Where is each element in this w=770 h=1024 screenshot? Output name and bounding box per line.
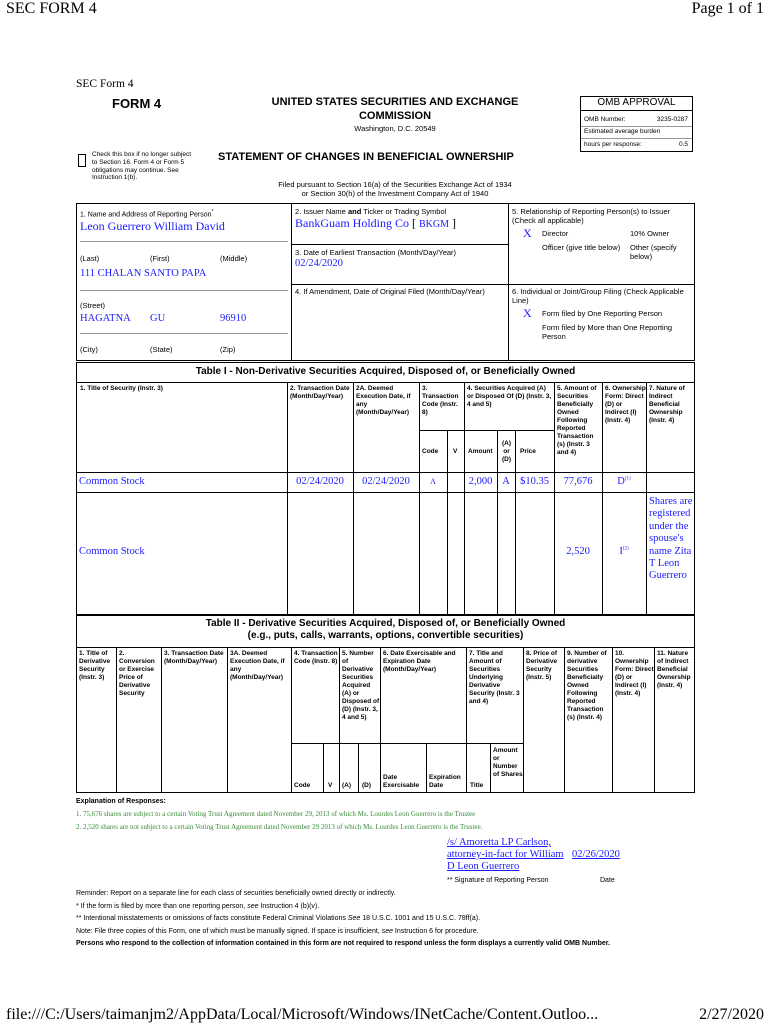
t2-col11-header: 11. Nature of Indirect Beneficial Ownership (Instr. 4): [657, 650, 691, 689]
t2-a-header: (A): [342, 782, 352, 789]
t1-row1-aord: A: [502, 476, 510, 487]
first-label: (First): [150, 254, 170, 263]
t1-row1-date: 02/24/2020: [296, 476, 344, 487]
t1-col4-header: 4. Securities Acquired (A) or Disposed Of (D) (Instr. 3, 4 and 5): [467, 385, 552, 408]
note-omb-warning: Persons who respond to the collection of information contained in this form are not required to respond unless the form displays a currently valid OMB Number.: [76, 940, 611, 947]
t1-col6-header: 6. Ownership Form: Direct (D) or Indirect (I) (Instr. 4): [605, 385, 646, 424]
statement-title: STATEMENT OF CHANGES IN BENEFICIAL OWNERSHIP: [218, 151, 514, 163]
one-person-mark[interactable]: X: [523, 306, 532, 320]
omb-burden-label: Estimated average burden: [584, 128, 661, 135]
agency-line1: UNITED STATES SECURITIES AND EXCHANGE: [271, 96, 519, 108]
t1-col2-header: 2. Transaction Date (Month/Day/Year): [290, 385, 350, 400]
signature-date: 02/26/2020: [572, 849, 620, 860]
footnote-2: 2. 2,520 shares are not subject to a certain Voting Trust Agreement dated November 29 2013 of which Ms. Lourdes Leon Guerrero is the Trustee.: [76, 823, 483, 831]
t1-v-header: V: [453, 448, 458, 455]
note-copies: Note: File three copies of this Form, one of which must be manually signed. If space is insufficient, see Instruction 6 for procedure.: [76, 928, 479, 935]
print-footer-date: 2/27/2020: [699, 1006, 764, 1023]
earliest-transaction-date: 02/24/2020: [295, 258, 343, 269]
signature-link[interactable]: /s/ Amoretta LP Carlson, attorney-in-fact for William D Leon Guerrero: [447, 837, 564, 872]
box2-label: 2. Issuer Name and Ticker or Trading Symbol: [295, 207, 447, 216]
date-label: Date: [600, 877, 615, 884]
issuer-name-ticker: BankGuam Holding Co [ BKGM ]: [295, 216, 457, 230]
box3-label: 3. Date of Earliest Transaction (Month/Day/Year): [295, 248, 457, 257]
print-footer-path: file:///C:/Users/taimanjm2/AppData/Local/Microsoft/Windows/INetCache/Content.Outloo...: [6, 1006, 599, 1023]
director-mark[interactable]: X: [523, 226, 532, 240]
table2-title2: (e.g., puts, calls, warrants, options, convertible securities): [247, 630, 524, 641]
t1-col7-header: 7. Nature of Indirect Beneficial Ownership (Instr. 4): [649, 385, 685, 424]
box1-label: 1. Name and Address of Reporting Person*: [80, 209, 214, 219]
table1-title: Table I - Non-Derivative Securities Acquired, Disposed of, or Beneficially Owned: [195, 366, 576, 377]
t1-row1-form: $D^{(1)}$: [617, 476, 631, 487]
signature-label: ** Signature of Reporting Person: [447, 877, 549, 884]
t1-amount-header: Amount: [468, 448, 493, 455]
one-person-label: Form filed by One Reporting Person: [542, 309, 663, 318]
more-person-label: Form filed by More than One Reporting Person: [542, 323, 673, 341]
footnote-1: 1. 75,676 shares are subject to a certain Voting Trust Agreement dated November 29, 2013 of which Ms. Lourdes Leon Guerrero is the Trustee: [76, 810, 476, 818]
t1-row1-code: A: [430, 477, 436, 486]
filed-line1: Filed pursuant to Section 16(a) of the Securities Exchange Act of 1934: [278, 180, 512, 189]
t1-aord-header: (A) or (D): [501, 440, 512, 463]
t1-col5-header: 5. Amount of Securities Beneficially Owned Following Reported Transaction (s) (Instr. 3 and 4): [557, 385, 597, 456]
t1-row1-price: $10.35: [520, 476, 549, 487]
t2-col10-header: 10. Ownership Form: Direct (D) or Indirect (I) (Instr. 4): [615, 650, 654, 697]
last-label: (Last): [80, 254, 100, 263]
t1-price-header: Price: [520, 448, 536, 455]
agency-line2: COMMISSION: [358, 110, 432, 122]
filed-line2: or Section 30(h) of the Investment Company Act of 1940: [301, 189, 489, 198]
t2-col5-header: 5. Number of Derivative Securities Acquired (A) or Disposed of (D) (Instr. 3, 4 and 5): [342, 650, 380, 721]
middle-label: (Middle): [220, 254, 248, 263]
ten-pct-owner-label: 10% Owner: [630, 229, 670, 238]
no-longer-subject-checkbox[interactable]: [78, 154, 86, 167]
omb-title: OMB APPROVAL: [581, 97, 692, 111]
print-header-left: SEC FORM 4: [6, 0, 97, 17]
t2-col3a-header: 3A. Deemed Execution Date, if any (Month/Day/Year): [230, 650, 285, 681]
sec-form-label: SEC Form 4: [76, 78, 134, 90]
t1-row2-form: $I^{(2)}$: [619, 546, 629, 557]
t2-date-ex-header: Date Exercisable: [383, 774, 420, 789]
box5-label: 5. Relationship of Reporting Person(s) to Issuer (Check all applicable): [512, 207, 670, 225]
omb-number-value: 3235-0287: [656, 116, 688, 123]
t2-code-header: Code: [294, 782, 311, 789]
city-label: (City): [80, 345, 98, 354]
print-header-right: Page 1 of 1: [691, 0, 764, 17]
t2-col7-header: 7. Title and Amount of Securities Underlying Derivative Security (Instr. 3 and 4): [469, 650, 520, 705]
box4-label: 4. If Amendment, Date of Original Filed (Month/Day/Year): [295, 287, 485, 296]
state-value: GU: [150, 313, 166, 324]
zip-value: 96910: [220, 313, 247, 324]
note-multi-reporter: * If the form is filed by more than one reporting person, see Instruction 4 (b)(v).: [76, 903, 320, 910]
t1-row2-owned: 2,520: [566, 546, 590, 557]
t2-amount-shares-header: Amount or Number of Shares: [493, 747, 523, 778]
t1-row1-owned: 77,676: [563, 476, 593, 487]
checkbox-instruction: Check this box if no longer subject to Section 16. Form 4 or Form 5 obligations may continue. See Instruction 1(b).: [92, 151, 191, 182]
t1-col1-header: 1. Title of Security (Instr. 3): [80, 385, 163, 392]
t1-code-header: Code: [422, 448, 439, 455]
t2-v-header: V: [328, 782, 333, 789]
box6-label: 6. Individual or Joint/Group Filing (Check Applicable Line): [512, 287, 684, 305]
t2-d-header: (D): [362, 782, 372, 789]
t2-col3-header: 3. Transaction Date (Month/Day/Year): [164, 650, 224, 665]
omb-hours-value: 0.5: [678, 141, 688, 148]
zip-label: (Zip): [220, 345, 236, 354]
city-value: HAGATNA: [80, 313, 131, 324]
street-value: 111 CHALAN SANTO PAPA: [80, 268, 207, 279]
t2-col1-header: 1. Title of Derivative Security (Instr. 3): [79, 650, 111, 681]
t1-row1-amount: 2,000: [468, 476, 493, 487]
t1-col3-header: 3. Transaction Code (Instr. 8): [422, 385, 459, 416]
street-label: (Street): [80, 301, 106, 310]
agency-location: Washington, D.C. 20549: [354, 124, 436, 133]
omb-number-label: OMB Number:: [584, 116, 626, 123]
reporting-person-name: Leon Guerrero William David: [80, 219, 225, 233]
other-label: Other (specify below): [630, 243, 677, 261]
state-label: (State): [150, 345, 173, 354]
note-reminder: Reminder: Report on a separate line for each class of securities beneficially owned directly or indirectly.: [76, 890, 396, 897]
t2-col8-header: 8. Price of Derivative Security (Instr. 5): [526, 650, 558, 681]
t1-row1-deemed: 02/24/2020: [362, 476, 410, 487]
omb-hours-label: hours per response:: [584, 141, 642, 148]
t2-col2-header: 2. Conversion or Exercise Price of Derivative Security: [119, 650, 155, 697]
t2-col6-header: 6. Date Exercisable and Expiration Date (Month/Day/Year): [383, 650, 456, 673]
t1-row1-title: Common Stock: [79, 476, 145, 487]
t2-title-header: Title: [470, 782, 484, 789]
explanation-title: Explanation of Responses:: [76, 798, 166, 805]
form-title: FORM 4: [112, 96, 162, 111]
t1-row2-title: Common Stock: [79, 546, 145, 557]
t2-col9-header: 9. Number of derivative Securities Beneficially Owned Following Reported Transaction (s) (Instr. 4): [567, 650, 607, 721]
officer-label: Officer (give title below): [542, 243, 621, 252]
t1-col2a-header: 2A. Deemed Execution Date, if any (Month/Day/Year): [356, 385, 411, 416]
t2-exp-header: Expiration Date: [429, 774, 461, 789]
t2-col4-header: 4. Transaction Code (Instr. 8): [294, 650, 338, 665]
director-label: Director: [542, 229, 569, 238]
t1-row2-nature: Shares are registered under the spouse's name Zita T Leon Guerrero: [649, 496, 693, 582]
table2-title1: Table II - Derivative Securities Acquired, Disposed of, or Beneficially Owned: [205, 618, 566, 629]
note-misstatements: ** Intentional misstatements or omissions of facts constitute Federal Criminal Violations See 18 U.S.C. 1001 and 15 U.S.C. 78ff(a).: [76, 915, 481, 922]
